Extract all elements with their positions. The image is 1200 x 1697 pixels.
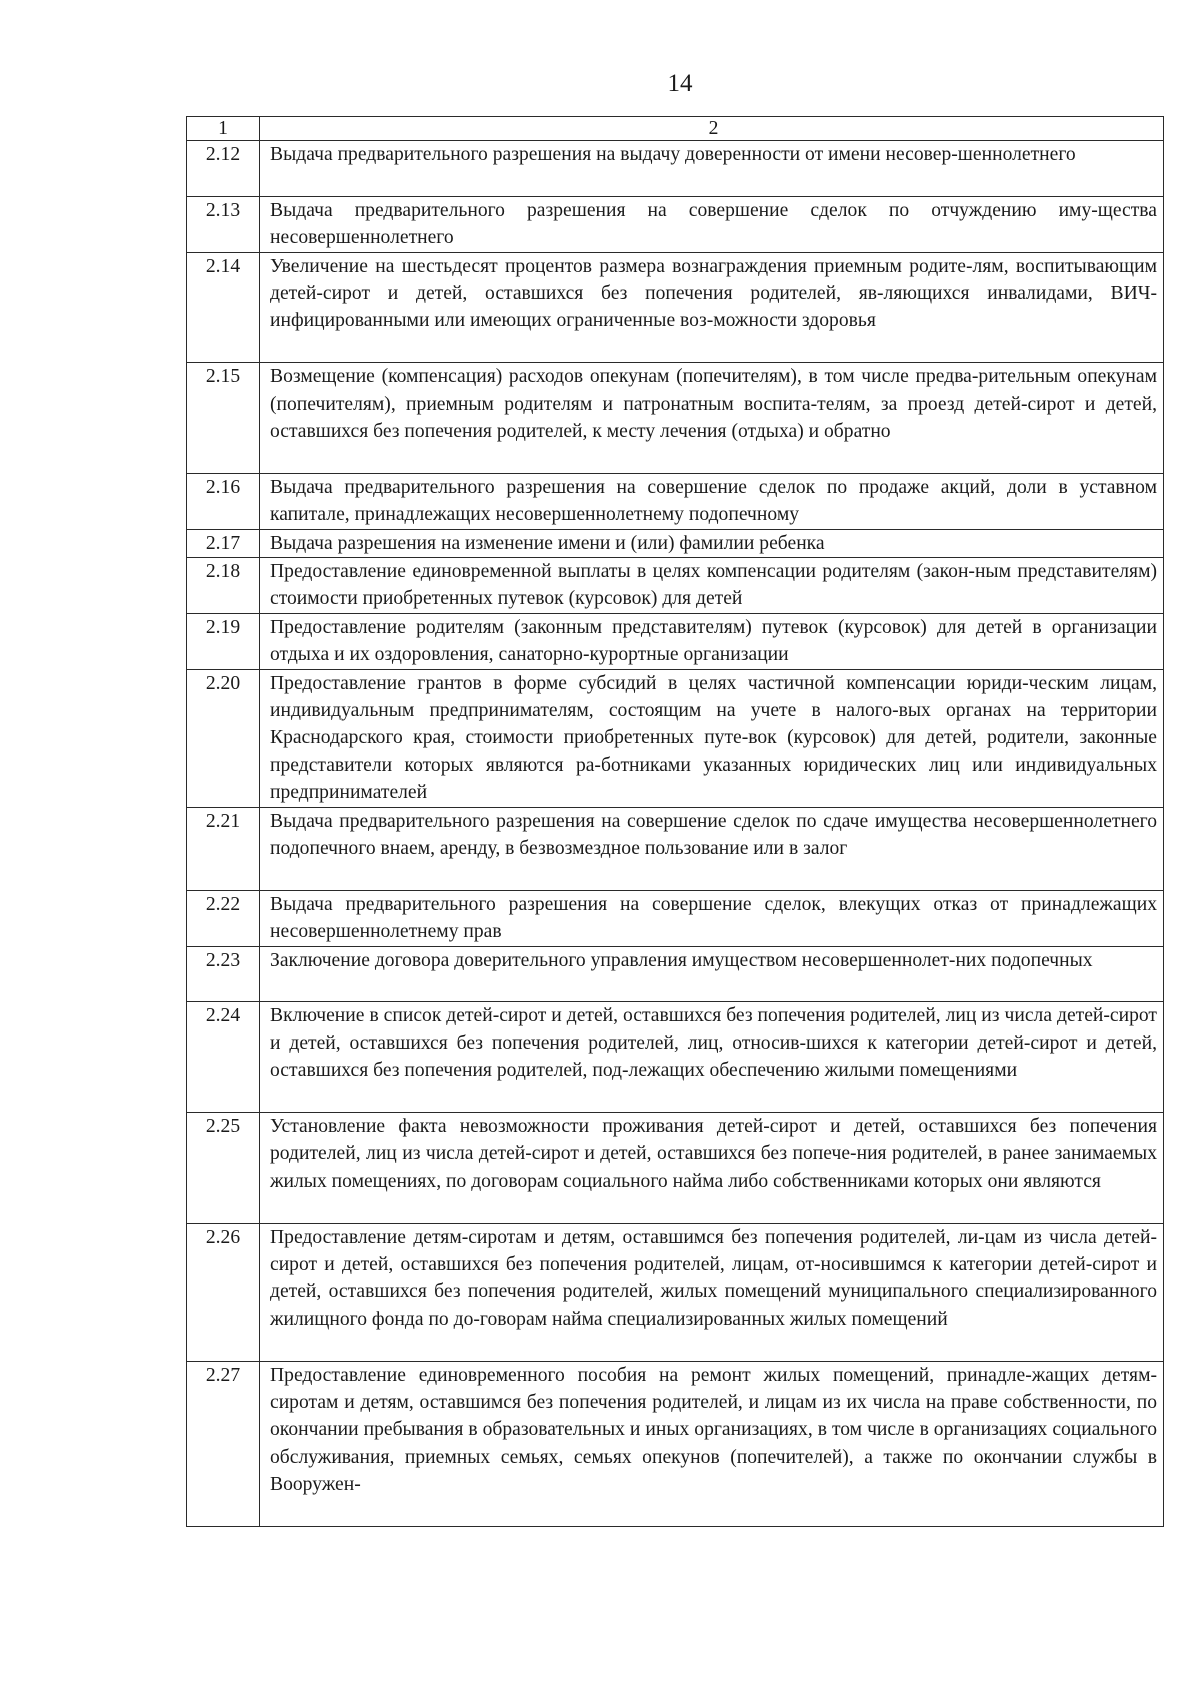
row-number: 2.21: [187, 807, 260, 890]
table-row: [187, 1361, 1164, 1526]
row-text: Предоставление единовременного пособия на ремонт жилых помещений, принадле-жащих детям-сиротам и детям, оставшимся без попечения родителей, и лицам из их числа на праве собственности, по окончании пребывания в образовательных и иных организациях, в том числе в организациях социального обслуживания, приемных семьях, семьях опекунов (попечителей), а также по окончании службы в Вооружен-: [260, 1361, 1164, 1526]
header-col-1: 1: [187, 117, 260, 141]
row-number: 2.25: [187, 1113, 260, 1224]
table-row: [187, 613, 1164, 669]
row-text: Предоставление грантов в форме субсидий в целях частичной компенсации юриди-ческим лицам, индивидуальным предпринимателям, состоящим на учете в налого-вых органах на территории Краснодарского края, стоимости приобретенных путе-вок (курсовок) для детей, родители, законные представители которых являются ра-ботниками указанных юридических лиц или индивидуальных предпринимателей: [260, 669, 1164, 807]
table-row: [187, 669, 1164, 807]
row-number: 2.19: [187, 613, 260, 669]
row-number: 2.12: [187, 141, 260, 197]
services-table: [186, 116, 1164, 1527]
row-text: Заключение договора доверительного управления имуществом несовершеннолет-них подопечных: [260, 946, 1164, 1002]
table-header-row: [187, 117, 1164, 141]
row-text: Выдача предварительного разрешения на выдачу доверенности от имени несовер-шеннолетнего: [260, 141, 1164, 197]
row-text: Предоставление родителям (законным представителям) путевок (курсовок) для детей в организации отдыха и их оздоровления, санаторно-курортные организации: [260, 613, 1164, 669]
row-text: Выдача разрешения на изменение имени и (или) фамилии ребенка: [260, 529, 1164, 557]
table-row: [187, 1113, 1164, 1224]
row-text: Установление факта невозможности проживания детей-сирот и детей, оставшихся без попечения родителей, лиц из числа детей-сирот и детей, оставшихся без попече-ния родителей, в ранее занимаемых жилых помещениях, по договорам социального найма либо собственниками которых они являются: [260, 1113, 1164, 1224]
row-text: Предоставление детям-сиротам и детям, оставшимся без попечения родителей, ли-цам из числа детей-сирот и детей, оставшихся без попечения родителей, лицам, от-носившимся к категории детей-сирот и детей, оставшихся без попечения родителей, жилых помещений муниципального специализированного жилищного фонда по до-говорам найма специализированных жилых помещений: [260, 1223, 1164, 1361]
row-text: Предоставление единовременной выплаты в целях компенсации родителям (закон-ным представителям) стоимости приобретенных путевок (курсовок) для детей: [260, 558, 1164, 614]
table-row: [187, 141, 1164, 197]
table-body: [187, 117, 1164, 1527]
table-row: [187, 890, 1164, 946]
row-number: 2.18: [187, 558, 260, 614]
row-number: 2.26: [187, 1223, 260, 1361]
row-number: 2.27: [187, 1361, 260, 1526]
table-row: [187, 529, 1164, 557]
row-number: 2.20: [187, 669, 260, 807]
table-row: [187, 363, 1164, 474]
row-number: 2.23: [187, 946, 260, 1002]
row-number: 2.24: [187, 1002, 260, 1113]
row-text: Включение в список детей-сирот и детей, оставшихся без попечения родителей, лиц из числа детей-сирот и детей, оставшихся без попечения родителей, лиц, относив-шихся к категории детей-сирот и детей, оставшихся без попечения родителей, под-лежащих обеспечению жилыми помещениями: [260, 1002, 1164, 1113]
table-row: [187, 196, 1164, 252]
row-number: 2.15: [187, 363, 260, 474]
table-row: [187, 252, 1164, 363]
table-row: [187, 1002, 1164, 1113]
row-text: Возмещение (компенсация) расходов опекунам (попечителям), в том числе предва-рительным опекунам (попечителям), приемным родителям и патронатным воспита-телям, за проезд детей-сирот и детей, оставшихся без попечения родителей, к месту лечения (отдыха) и обратно: [260, 363, 1164, 474]
row-number: 2.17: [187, 529, 260, 557]
table-row: [187, 1223, 1164, 1361]
row-text: Выдача предварительного разрешения на совершение сделок, влекущих отказ от принадлежащих несовершеннолетнему прав: [260, 890, 1164, 946]
table-row: [187, 946, 1164, 1002]
row-text: Выдача предварительного разрешения на совершение сделок по сдаче имущества несовершеннолетнего подопечного внаем, аренду, в безвозмездное пользование или в залог: [260, 807, 1164, 890]
row-text: Выдача предварительного разрешения на совершение сделок по продаже акций, доли в уставном капитале, принадлежащих несовершеннолетнему подопечному: [260, 473, 1164, 529]
page-number: [0, 70, 1200, 98]
table-row: [187, 558, 1164, 614]
row-text: Увеличение на шестьдесят процентов размера вознаграждения приемным родите-лям, воспитывающим детей-сирот и детей, оставшихся без попечения родителей, яв-ляющихся инвалидами, ВИЧ-инфицированными или имеющих ограниченные воз-можности здоровья: [260, 252, 1164, 363]
table-row: [187, 807, 1164, 890]
row-number: 2.22: [187, 890, 260, 946]
table-row: [187, 473, 1164, 529]
page-number-text: 14: [667, 70, 693, 97]
row-text: Выдача предварительного разрешения на совершение сделок по отчуждению иму-щества несовершеннолетнего: [260, 196, 1164, 252]
row-number: 2.14: [187, 252, 260, 363]
row-number: 2.13: [187, 196, 260, 252]
header-col-2: 2: [260, 117, 1164, 141]
row-number: 2.16: [187, 473, 260, 529]
